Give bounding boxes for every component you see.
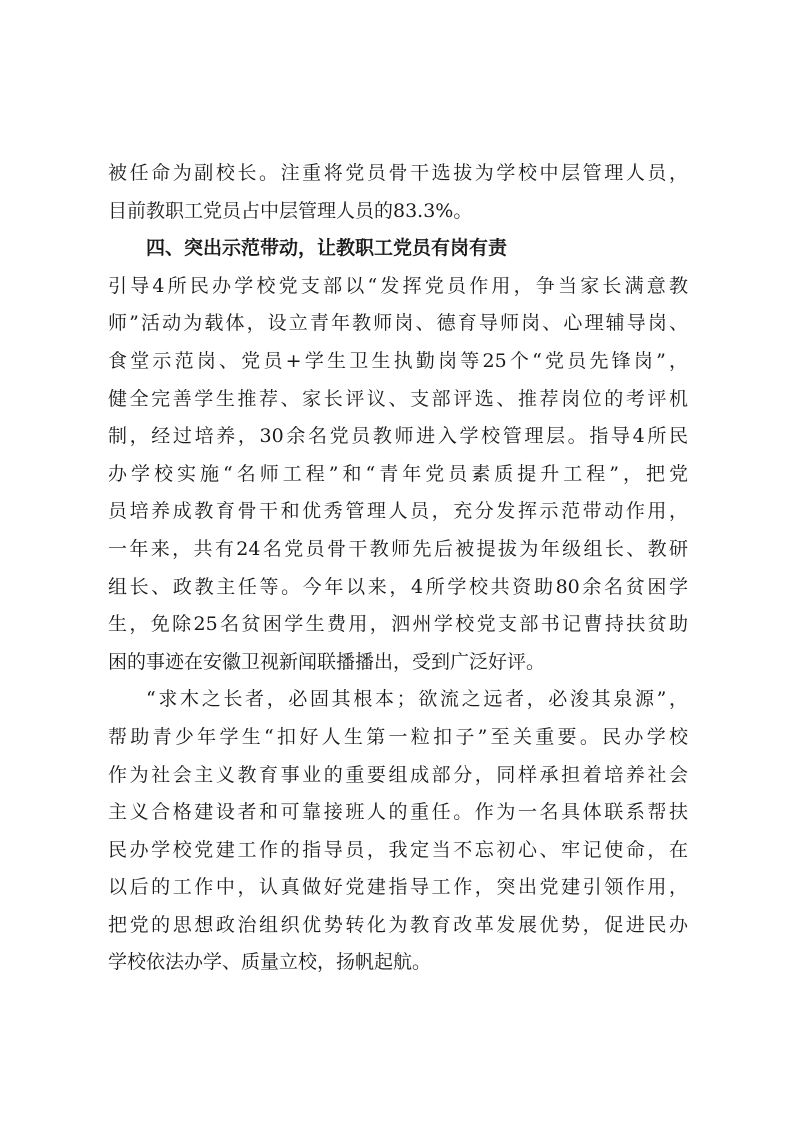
text-line: 师”活动为载体，设立青年教师岗、德育导师岗、心理辅导岗、 bbox=[108, 312, 688, 335]
text-line: 学校依法办学、质量立校，扬帆起航。 bbox=[108, 951, 432, 974]
text-line: 目前教职工党员占中层管理人员的83.3%。 bbox=[108, 199, 473, 222]
text-line: 被任命为副校长。注重将党员骨干选拔为学校中层管理人员， bbox=[108, 162, 688, 184]
text-line: 生，免除25名贫困学生费用，泗州学校党支部书记曹持扶贫助 bbox=[108, 613, 688, 636]
document-body bbox=[108, 155, 688, 982]
text-line: 困的事迹在安徽卫视新闻联播播出，受到广泛好评。 bbox=[108, 650, 546, 673]
text-line: 办学校实施“名师工程”和“青年党员素质提升工程”，把党 bbox=[108, 462, 688, 485]
text-line: 把党的思想政治组织优势转化为教育改革发展优势，促进民办 bbox=[108, 913, 688, 936]
text-line: “求木之长者，必固其根本；欲流之远者，必浚其泉源”， bbox=[146, 688, 688, 711]
paragraph-section-body bbox=[108, 268, 688, 682]
text-line: 作为社会主义教育事业的重要组成部分，同样承担着培养社会 bbox=[108, 763, 688, 786]
section-heading: 四、突出示范带动，让教职工党员有岗有责 bbox=[146, 237, 508, 260]
text-line: 一年来，共有24名党员骨干教师先后被提拔为年级组长、教研 bbox=[108, 537, 688, 560]
text-line: 以后的工作中，认真做好党建指导工作，突出党建引领作用， bbox=[108, 876, 688, 899]
paragraph-conclusion bbox=[108, 681, 688, 982]
text-line: 制，经过培养，30余名党员教师进入学校管理层。指导4所民 bbox=[108, 425, 688, 448]
paragraph-continuation bbox=[108, 155, 688, 230]
text-line: 主义合格建设者和可靠接班人的重任。作为一名具体联系帮扶 bbox=[108, 801, 688, 824]
text-line: 组长、政教主任等。今年以来，4所学校共资助80余名贫困学 bbox=[108, 575, 688, 598]
text-line: 引导4所民办学校党支部以“发挥党员作用，争当家长满意教 bbox=[108, 274, 688, 297]
text-line: 民办学校党建工作的指导员，我定当不忘初心、牢记使命，在 bbox=[108, 838, 688, 861]
text-line: 健全完善学生推荐、家长评议、支部评选、推荐岗位的考评机 bbox=[108, 387, 688, 410]
text-line: 食堂示范岗、党员+学生卫生执勤岗等25个“党员先锋岗”， bbox=[108, 349, 688, 372]
text-line: 帮助青少年学生“扣好人生第一粒扣子”至关重要。民办学校 bbox=[108, 725, 688, 748]
text-line: 员培养成教育骨干和优秀管理人员，充分发挥示范带动作用， bbox=[108, 500, 688, 523]
